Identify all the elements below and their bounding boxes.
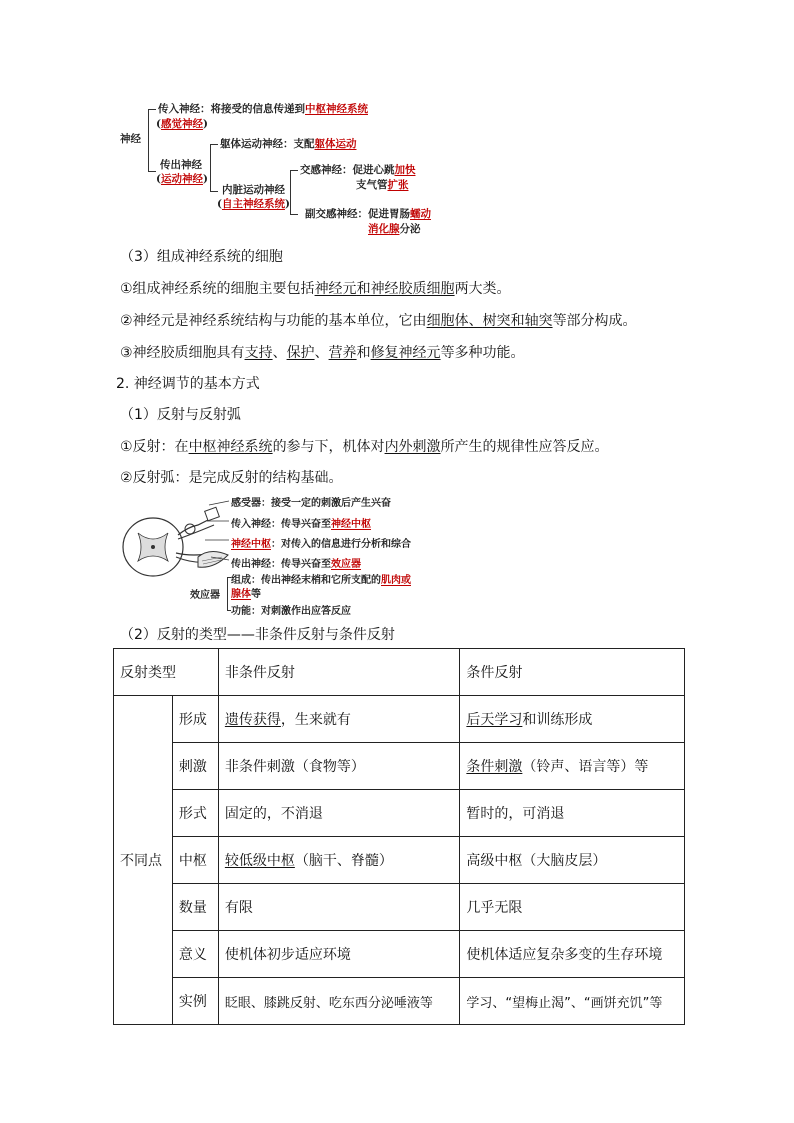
conditioned-cell [460,743,685,790]
p3-nourish: 营养 [328,345,357,361]
cell-text: 和训练形成 [522,712,593,728]
afferent-alias: 感觉神经 [160,118,203,130]
cell-text: ，生来就有 [280,712,351,728]
tree-bracket [210,191,218,192]
section-2-heading: 2. 神经调节的基本方式 [116,376,260,392]
arc-afferent-target: 神经中枢 [331,519,371,530]
cell-text: 有限 [224,900,253,916]
arc-center-line [231,535,411,550]
parasympathetic-secretion: 分泌 [399,223,421,235]
arc-function: 功能：对刺激作出应答反应 [231,606,351,617]
efferent-label: 传出神经 [160,159,202,171]
visceral-alias: 自主神经系统 [221,198,285,210]
afferent-label: 传入神经 [158,103,200,115]
p2-end: 等部分构成。 [552,313,637,329]
header-cell: 条件反射 [460,649,685,696]
p3-support: 支持 [244,345,273,361]
effector-bracket [227,577,228,611]
sympathetic-bronchi: 支气管 [356,179,388,191]
reflex-comparison-table [113,648,685,1025]
afferent-alias-line: (感觉神经) [156,118,208,130]
tree-bracket [210,144,211,192]
arc-effector: 效应器 [190,590,220,601]
arc-composition-line2 [231,585,261,600]
r1-text: ①反射：在 [120,439,189,455]
parasympathetic-line2 [368,221,421,236]
somatic-nerve-line [220,136,357,151]
table-row [114,884,685,931]
cell-text: （脑干、脊髓） [294,853,393,869]
table-row [114,696,685,743]
p3-protect: 保护 [286,345,315,361]
efferent-alias: 运动神经 [160,173,203,185]
parasympathetic-label: 副交感神经 [305,208,358,220]
cell-text: （铃声、语言等）等 [522,759,649,775]
tree-bracket [290,214,298,215]
arc-gland: 腺体 [231,589,251,600]
paragraph-reflex [120,438,609,456]
parasympathetic-line1 [305,206,431,221]
arc-receptor-desc: ：接受一定的刺激后产生兴奋 [261,498,391,509]
p3-and: 和 [356,345,371,361]
tree-bracket [290,170,298,171]
unconditioned-cell [218,931,460,978]
conditioned-cell [460,837,685,884]
p3-sep: 、 [314,345,329,361]
sympathetic-desc: ：促进心跳 [342,164,395,176]
tree-bracket [148,109,156,110]
table-row [114,931,685,978]
arc-composition: 组成：传出神经末梢和它所支配的 [231,575,381,586]
arc-center-desc: ：对传入的信息进行分析和综合 [271,539,411,550]
cell-text: 使机体适应复杂多变的生存环境 [466,947,663,963]
paragraph-glia [120,344,525,362]
visceral-alias-line: (自主神经系统) [217,198,290,210]
arc-composition-line [231,571,411,586]
arc-afferent-desc: ：传导兴奋至 [271,519,331,530]
p2-cell-body: 细胞体 [426,313,469,329]
table-row [114,837,685,884]
p2-dendrite: 树突 [482,313,511,329]
tree-bracket [148,109,149,172]
r1-text2: 的参与下，机体对 [272,439,385,455]
cell-text: 非条件刺激（食物等） [224,759,365,775]
conditioned-cell [460,931,685,978]
table-row [114,978,685,1025]
tree-bracket [148,171,156,172]
unconditioned-cell [218,790,460,837]
afferent-target: 中枢神经系统 [305,103,368,115]
cell-text: 学习、“望梅止渴”、“画饼充饥”等 [466,995,663,1011]
sympathetic-line2 [356,177,409,192]
arc-efferent: 传出神经 [231,559,271,570]
p2-text: ②神经元是神经系统结构与功能的基本单位，它由 [120,313,427,329]
cell-underlined: 条件刺激 [466,759,523,775]
visceral-label: 内脏运动神经 [222,184,285,196]
p1-neuron: 神经元 [314,281,357,297]
conditioned-cell [460,790,685,837]
header-cell: 非条件反射 [218,649,460,696]
parasympathetic-effect-1: 蠕动 [410,208,431,220]
arc-center: 神经中枢 [231,539,271,550]
tree-bracket [290,170,291,215]
somatic-label: 躯体运动神经 [220,138,283,150]
cell-text: 高级中枢（大脑皮层） [466,853,607,869]
table-row [114,743,685,790]
aspect-cell: 刺激 [172,743,218,790]
arc-efferent-desc: ：传导兴奋至 [271,559,331,570]
p2-sep: 、 [468,313,483,329]
aspect-cell: 实例 [172,978,218,1025]
conditioned-cell [460,884,685,931]
unconditioned-cell [218,884,460,931]
arc-afferent-line [231,515,371,530]
tree-root: 神经 [120,133,141,145]
arc-composition-end: 等 [251,589,261,600]
tree-bracket [210,144,218,145]
cell-text: 使机体初步适应环境 [224,947,351,963]
arc-afferent: 传入神经 [231,519,271,530]
group-label-cell: 不同点 [114,696,173,1025]
cell-text: 暂时的，可消退 [466,806,565,822]
aspect-cell: 意义 [172,931,218,978]
cell-text: 几乎无限 [466,900,523,916]
p1-end: 两大类。 [454,281,511,297]
cell-underlined: 较低级中枢 [224,853,295,869]
p2-axon: 轴突 [524,313,553,329]
aspect-cell: 中枢 [172,837,218,884]
cell-text: 固定的，不消退 [224,806,323,822]
parasympathetic-desc: ：促进胃肠 [357,208,410,220]
conditioned-cell [460,696,685,743]
unconditioned-cell [218,696,460,743]
p1-and: 和 [356,281,371,297]
p1-glia: 神经胶质细胞 [370,281,455,297]
table-header-row [114,649,685,696]
sympathetic-effect-1: 加快 [394,164,416,176]
unconditioned-cell [218,978,460,1025]
header-cell: 反射类型 [114,649,219,696]
r1-cns: 中枢神经系统 [188,439,273,455]
unconditioned-cell [218,837,460,884]
section-3-heading: （3）组成神经系统的细胞 [120,249,283,265]
sympathetic-label: 交感神经 [300,164,342,176]
arc-muscle: 肌肉或 [381,575,411,586]
arc-efferent-line [231,555,361,570]
unconditioned-cell [218,743,460,790]
aspect-cell: 形成 [172,696,218,743]
efferent-alias-line: (运动神经) [156,173,208,185]
sympathetic-effect-2: 扩张 [387,179,409,191]
conditioned-cell [460,978,685,1025]
p3-repair: 修复神经元 [370,345,441,361]
parasympathetic-effect-2: 消化腺 [368,223,400,235]
table-row [114,790,685,837]
table-heading: （2）反射的类型——非条件反射与条件反射 [120,627,395,643]
p3-sep: 、 [272,345,287,361]
p2-and: 和 [510,313,525,329]
arc-receptor-line [231,494,391,509]
cell-underlined: 遗传获得 [224,712,281,728]
somatic-desc: ：支配 [283,138,315,150]
arc-receptor: 感受器 [231,498,261,509]
aspect-cell: 数量 [172,884,218,931]
paragraph-cell-types [120,280,511,298]
p3-text: ③神经胶质细胞具有 [120,345,245,361]
sympathetic-line1 [300,162,416,177]
afferent-nerve-line [158,101,368,116]
somatic-target: 躯体运动 [314,138,357,150]
paragraph-reflex-arc: ②反射弧：是完成反射的结构基础。 [120,470,343,486]
afferent-desc: ：将接受的信息传递到 [200,103,305,115]
arc-efferent-target: 效应器 [331,559,361,570]
aspect-cell: 形式 [172,790,218,837]
cell-text: 眨眼、膝跳反射、吃东西分泌唾液等 [224,995,433,1011]
r1-end: 所产生的规律性应答反应。 [440,439,609,455]
cell-underlined: 后天学习 [466,712,523,728]
p1-text: ①组成神经系统的细胞主要包括 [120,281,315,297]
r1-stimulus: 内外刺激 [384,439,441,455]
subheading-reflex-arc: （1）反射与反射弧 [120,407,241,423]
paragraph-neuron [120,312,637,330]
p3-end: 等多种功能。 [440,345,525,361]
